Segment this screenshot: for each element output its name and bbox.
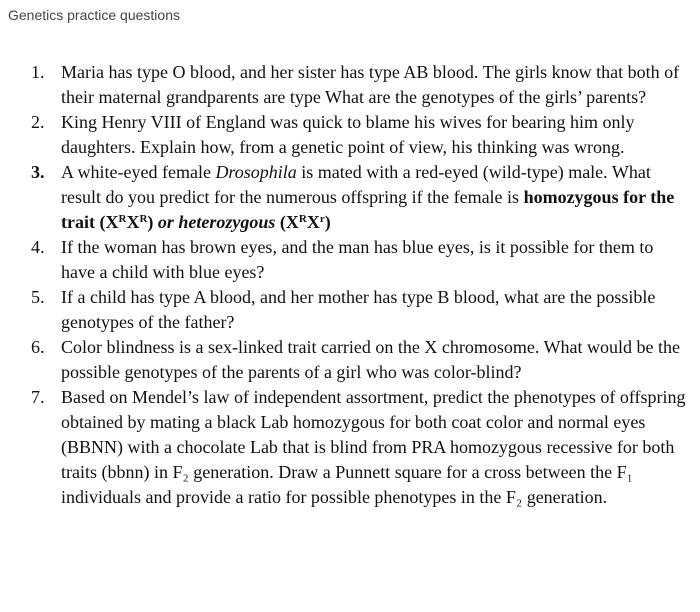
question-number: 4. (31, 237, 45, 257)
question-2 (0, 110, 690, 160)
question-text-cont: is mated with a red-eyed (wild-type) male. What result do you predict for the numerous offspring if the female is (61, 162, 651, 207)
question-text: If the woman has brown eyes, and the man has blue eyes, is it possible for them to have a child with blue eyes? (61, 237, 654, 282)
question-1 (0, 60, 690, 110)
question-text: Based on Mendel’s law of independent assortment, predict the phenotypes of offspring obtained by mating a black Lab homozygous for both coat color and normal eyes (BBNN) with a chocolate Lab that is blind from PRA homozygous recessive for both traits (bbnn) in F₂ generation. Draw a Punnett square for a cross between the F₁ individuals and provide a ratio for possible phenotypes in the F₂ generation. (61, 387, 686, 507)
document-title: Genetics practice questions (8, 7, 180, 23)
question-6 (0, 335, 690, 385)
question-number: 5. (31, 287, 45, 307)
question-4 (0, 235, 690, 285)
question-number: 7. (31, 387, 45, 407)
question-number: 3. (31, 162, 45, 182)
question-number: 1. (31, 62, 45, 82)
question-text: Maria has type O blood, and her sister has type AB blood. The girls know that both of their maternal grandparents are type What are the genotypes of the girls’ parents? (61, 62, 680, 107)
question-text: Color blindness is a sex-linked trait carried on the X chromosome. What would be the possible genotypes of the parents of a girl who was color-blind? (61, 337, 681, 382)
question-3 (0, 160, 690, 235)
question-list (0, 60, 690, 510)
species-name: Drosophila (215, 162, 297, 182)
question-text: If a child has type A blood, and her mother has type B blood, what are the possible genotypes of the father? (61, 287, 656, 332)
question-7 (0, 385, 690, 510)
genotype-emphasis: homozygous for the trait $(X^RX^R)$ or heterozygous $(X^RX^r)$ (61, 187, 675, 232)
question-text: King Henry VIII of England was quick to blame his wives for bearing him only daughters. Explain how, from a genetic point of view, his thinking was wrong. (61, 112, 635, 157)
question-text: A white-eyed female (61, 162, 216, 182)
question-5 (0, 285, 690, 335)
question-number: 6. (31, 337, 45, 357)
question-number: 2. (31, 112, 45, 132)
